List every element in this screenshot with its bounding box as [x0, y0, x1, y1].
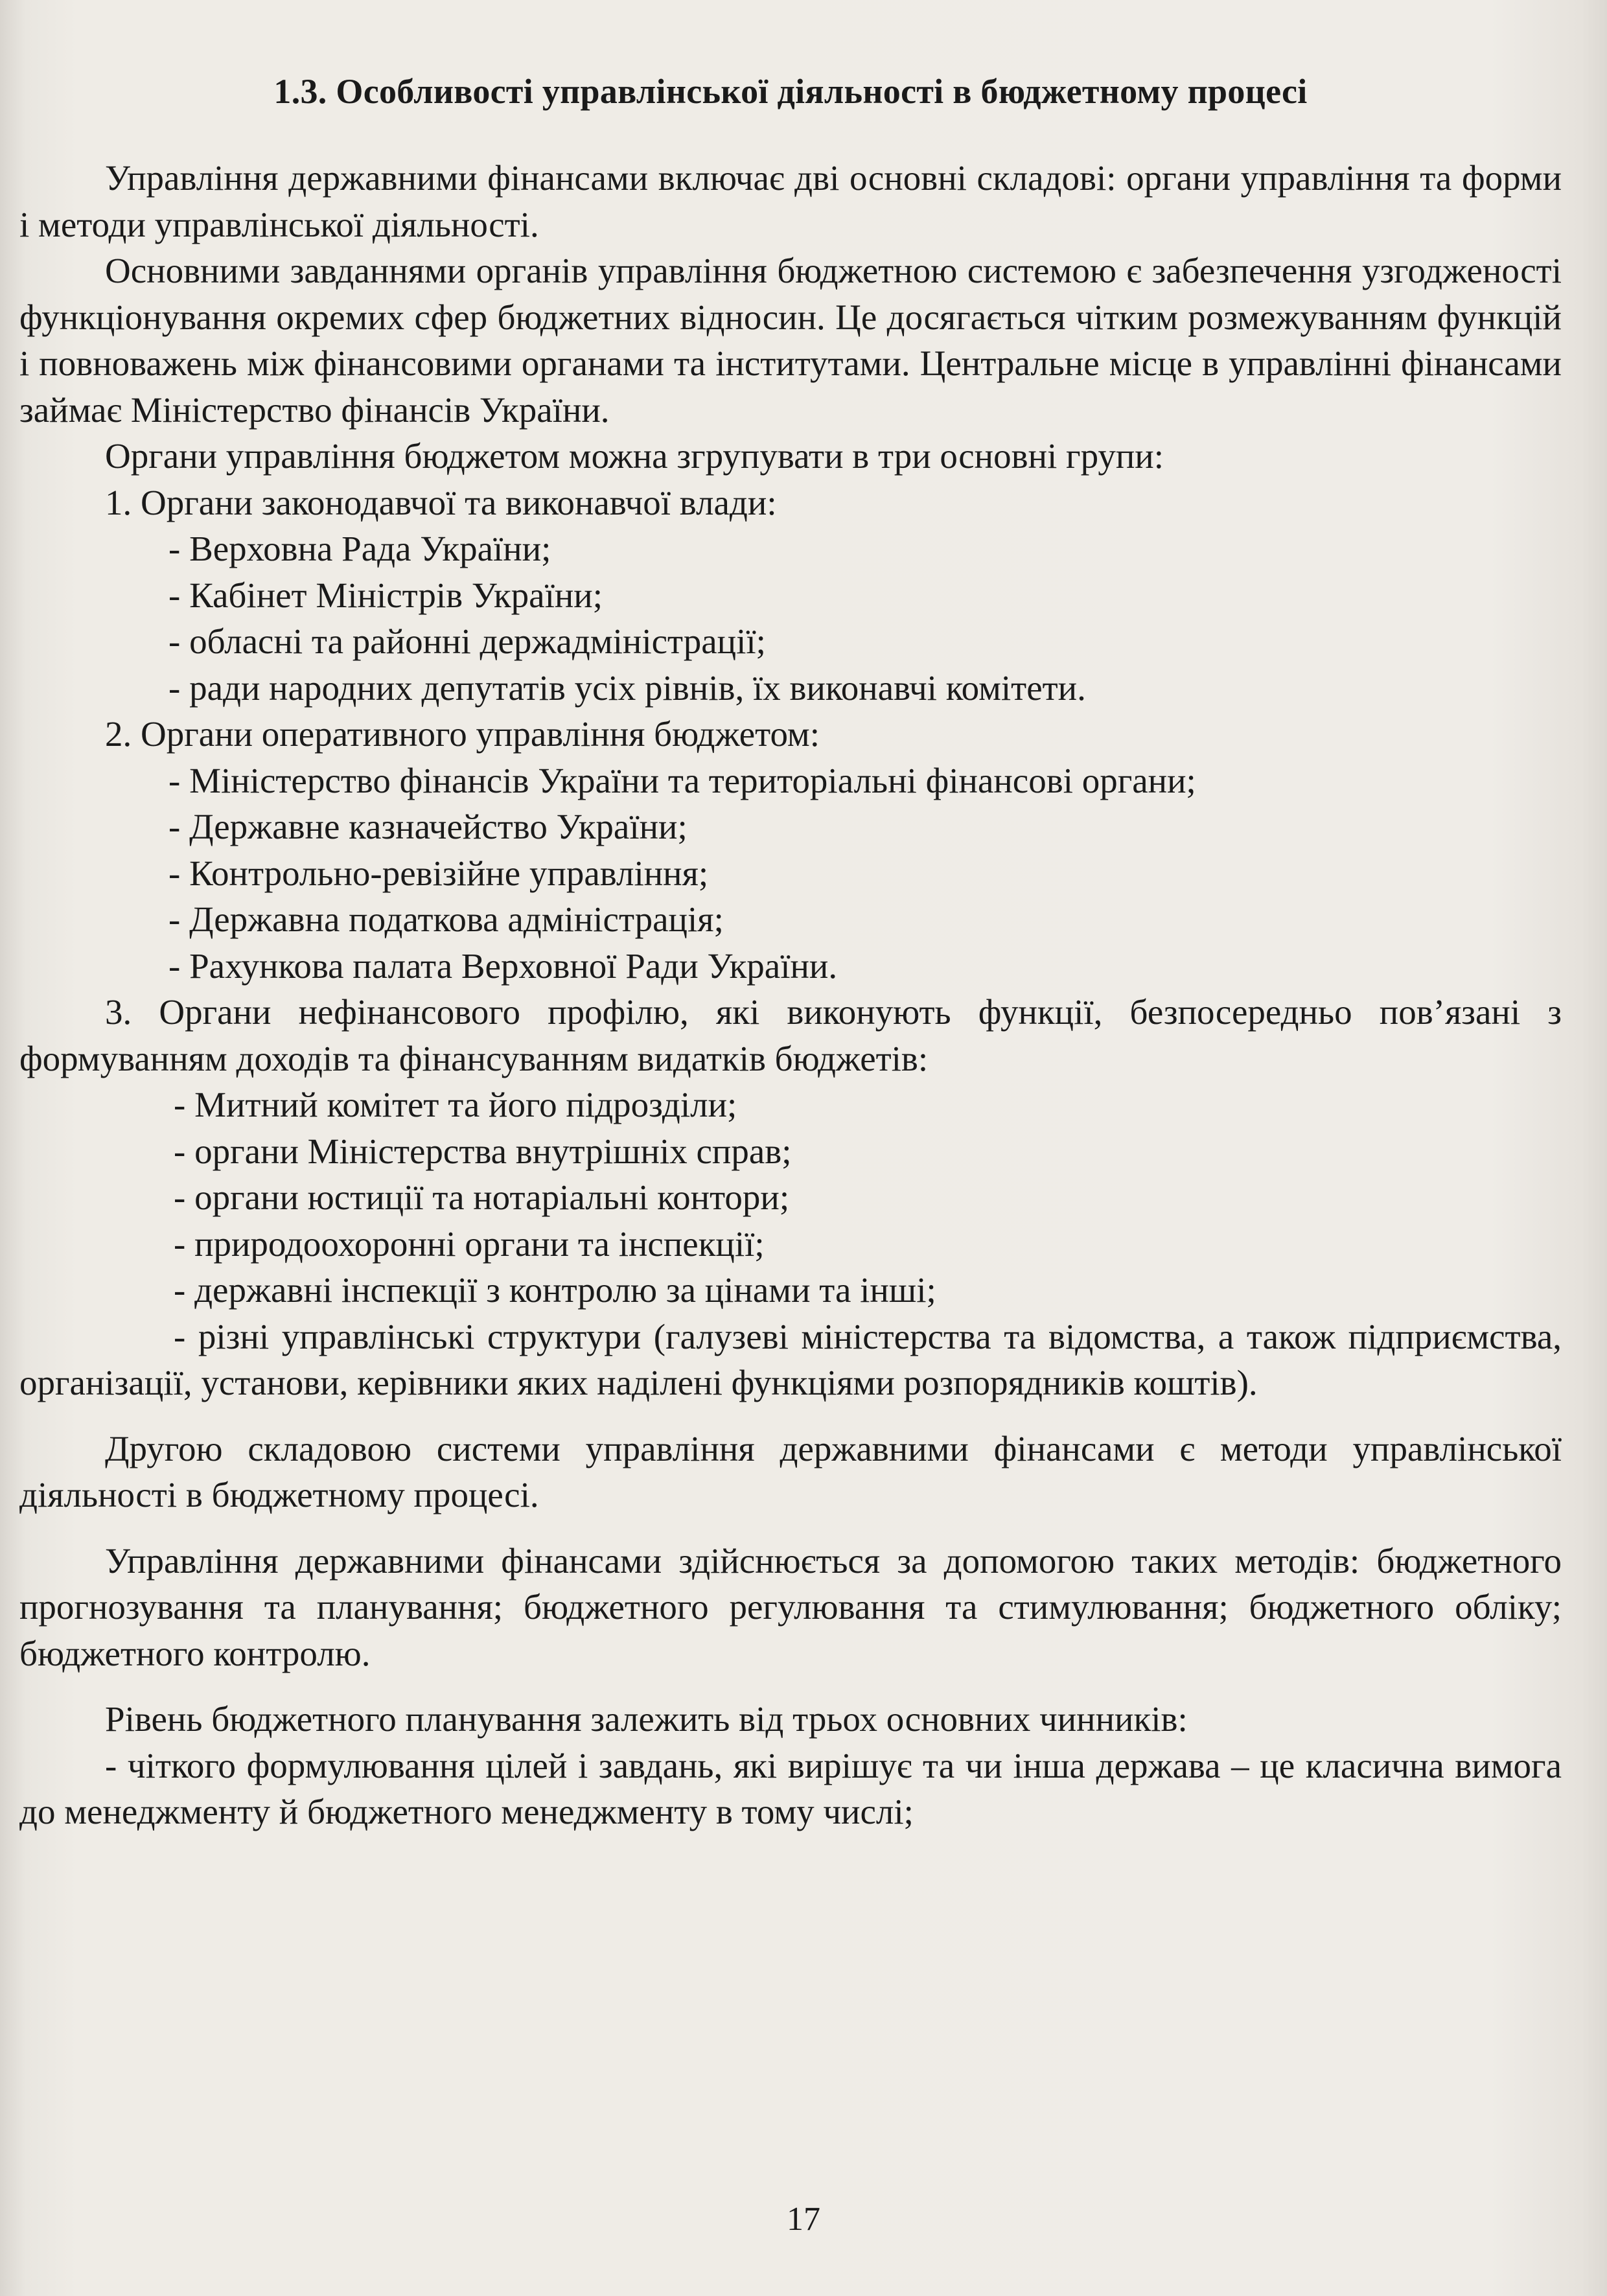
group-3-item: - державні інспекції з контролю за цінами та інші;	[174, 1270, 936, 1310]
group-2-item: - Міністерство фінансів України та територіальні фінансові органи;	[168, 760, 1196, 800]
paragraph-methods-list: Управління державними фінансами здійснюється за допомогою таких методів: бюджетного прогнозування та планування; бюджетного регулювання та стимулювання; бюджетного обліку; бюджетного контролю.	[19, 1540, 1562, 1673]
group-2-item: - Державне казначейство України;	[168, 807, 688, 846]
paragraph-methods-intro: Другою складовою системи управління державними фінансами є методи управлінської діяльності в бюджетному процесі.	[19, 1428, 1562, 1514]
group-2-item: - Державна податкова адміністрація;	[168, 899, 724, 939]
group-3-item: - органи юстиції та нотаріальні контори;	[174, 1177, 790, 1217]
group-1-item: - Кабінет Міністрів України;	[168, 575, 603, 615]
paragraph-intro: Управління державними фінансами включає дві основні складові: органи управління та форми і методи управлінської діяльності.	[19, 158, 1562, 244]
group-1-item: - обласні та районні держадміністрації;	[168, 621, 766, 661]
group-3-heading: 3. Органи нефінансового профілю, які виконують функції, безпосередньо пов’язані з формуванням доходів та фінансуванням видатків бюджетів:	[19, 992, 1562, 1078]
group-3-item: - Митний комітет та його підрозділи;	[174, 1085, 737, 1124]
group-2-heading: 2. Органи оперативного управління бюджетом:	[105, 714, 820, 754]
section-title: 1.3. Особливості управлінської діяльності в бюджетному процесі	[273, 72, 1308, 111]
page-number: 17	[787, 2201, 820, 2238]
group-2-item: - Рахункова палата Верховної Ради України.	[168, 945, 838, 986]
paragraph-tasks: Основними завданнями органів управління бюджетною системою є забезпечення узгодженості функціонування окремих сфер бюджетних відносин. Це досягається чітким розмежуванням функцій і повноважень між фінансовими органами та інститутами. Центральне місце в управлінні фінансами займає Міністерство фінансів України.	[19, 251, 1562, 430]
group-3-item: - органи Міністерства внутрішніх справ;	[174, 1131, 792, 1171]
group-3-last-item: - різні управлінські структури (галузеві міністерства та відомства, а також підприємства, організації, установи, керівники яких наділені функціями розпорядників коштів).	[19, 1316, 1562, 1402]
paragraph-planning-factors: Рівень бюджетного планування залежить від трьох основних чинників:	[105, 1699, 1188, 1739]
group-3-item: - природоохоронні органи та інспекції;	[174, 1223, 765, 1264]
group-1-item: - Верховна Рада України;	[168, 529, 551, 568]
document-body	[19, 62, 1562, 1835]
group-2-item: - Контрольно-ревізійне управління;	[168, 853, 709, 893]
group-1-heading: 1. Органи законодавчої та виконавчої влади:	[105, 482, 777, 522]
group-1-item: - ради народних депутатів усіх рівнів, їх виконавчі комітети.	[168, 667, 1086, 708]
paragraph-groups-intro: Органи управління бюджетом можна згрупувати в три основні групи:	[105, 436, 1164, 476]
paragraph-factor-1: - чіткого формулювання цілей і завдань, які вирішує та чи інша держава – це класична вимога до менеджменту й бюджетного менеджменту в тому числі;	[19, 1745, 1562, 1831]
